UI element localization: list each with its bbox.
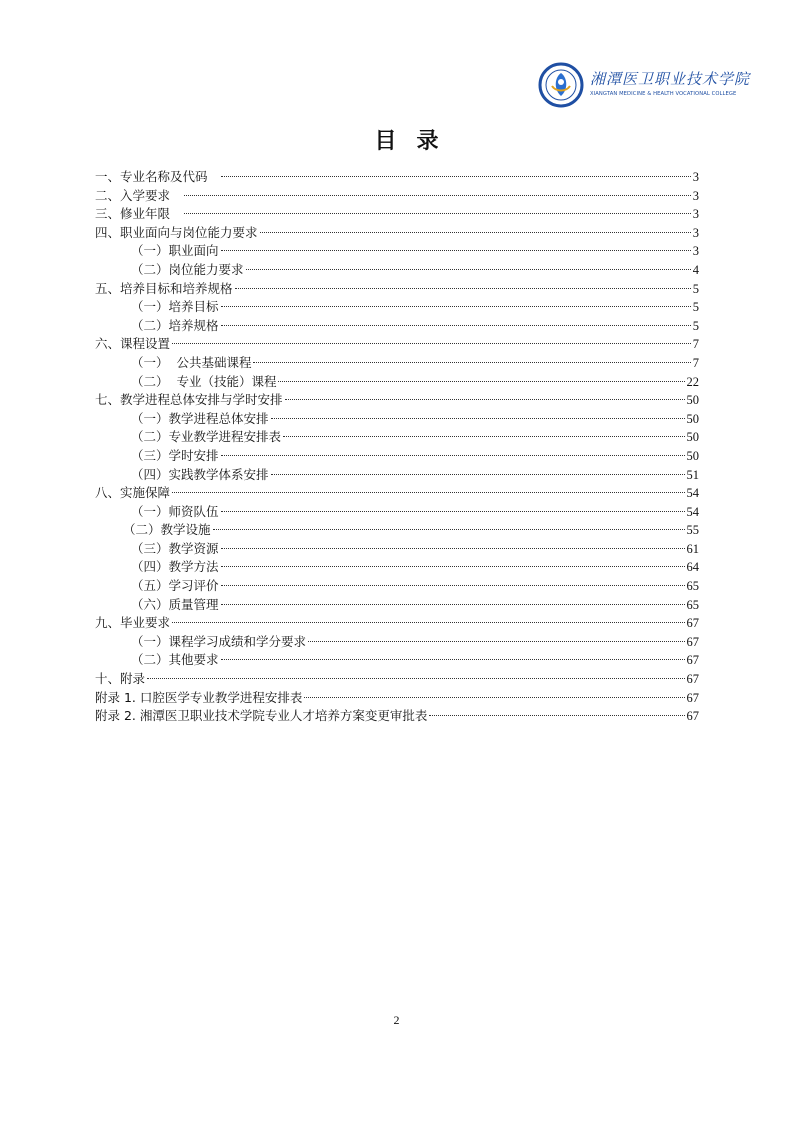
toc-entry-label: （二）培养规格 <box>131 317 219 333</box>
toc-entry-label: （五）学习评价 <box>131 578 219 594</box>
toc-entry-page: 54 <box>686 486 699 501</box>
toc-entry-page: 3 <box>692 170 699 184</box>
toc-dot-leader <box>260 232 691 233</box>
toc-entry-page: 67 <box>686 616 699 631</box>
toc-dot-leader <box>235 288 691 289</box>
toc-dot-leader <box>221 176 690 177</box>
toc-entry[interactable] <box>95 410 699 429</box>
toc-entry-label: （二）岗位能力要求 <box>131 261 244 277</box>
toc-entry-page: 22 <box>686 374 699 389</box>
toc-entry-page: 61 <box>686 541 699 556</box>
toc-entry[interactable] <box>95 558 699 577</box>
toc-entry-page: 7 <box>692 355 699 370</box>
toc-dot-leader <box>429 715 684 716</box>
toc-dot-leader <box>221 455 685 456</box>
toc-entry-page: 67 <box>686 709 699 724</box>
toc-entry[interactable] <box>95 335 699 354</box>
toc-entry-page: 67 <box>686 634 699 649</box>
toc-entry-label: 三、修业年限 <box>95 206 182 222</box>
toc-entry[interactable] <box>95 633 699 652</box>
toc-entry[interactable] <box>95 484 699 503</box>
table-of-contents <box>95 168 699 726</box>
toc-entry-page: 50 <box>686 430 699 445</box>
toc-entry-label: （三）教学资源 <box>131 540 219 556</box>
toc-dot-leader <box>172 492 684 493</box>
toc-entry-page: 51 <box>686 467 699 482</box>
toc-entry-page: 67 <box>686 690 699 705</box>
toc-entry[interactable] <box>95 168 699 187</box>
toc-entry-page: 7 <box>692 337 699 352</box>
toc-dot-leader <box>278 381 684 382</box>
toc-dot-leader <box>184 195 691 196</box>
toc-entry[interactable] <box>95 466 699 485</box>
toc-title: 目录 <box>374 129 459 154</box>
toc-dot-leader <box>221 250 691 251</box>
toc-dot-leader <box>184 213 691 214</box>
toc-dot-leader <box>221 659 685 660</box>
toc-entry[interactable] <box>95 577 699 596</box>
toc-entry-page: 50 <box>686 448 699 463</box>
toc-entry[interactable] <box>95 689 699 708</box>
toc-dot-leader <box>213 529 685 530</box>
toc-entry[interactable] <box>95 707 699 726</box>
toc-entry[interactable] <box>95 540 699 559</box>
college-logo <box>538 62 751 110</box>
toc-entry-label: 八、实施保障 <box>95 485 171 501</box>
toc-entry[interactable] <box>95 205 699 224</box>
toc-entry-label: 五、培养目标和培养规格 <box>95 280 233 296</box>
toc-entry-label: 六、课程设置 <box>95 336 171 352</box>
toc-entry[interactable] <box>95 298 699 317</box>
toc-entry[interactable] <box>95 503 699 522</box>
toc-entry-label: （二）专业教学进程安排表 <box>131 429 282 445</box>
toc-entry-label: （二） 专业（技能）课程 <box>131 373 277 389</box>
toc-entry-page: 54 <box>686 504 699 519</box>
toc-dot-leader <box>147 678 684 679</box>
toc-entry[interactable] <box>95 242 699 261</box>
toc-entry-label: （三）学时安排 <box>131 447 219 463</box>
toc-entry-label: （一）培养目标 <box>131 299 219 315</box>
toc-entry[interactable] <box>95 428 699 447</box>
toc-entry-page: 50 <box>686 393 699 408</box>
toc-entry-page: 65 <box>686 579 699 594</box>
toc-entry-label: （一） 公共基础课程 <box>131 354 252 370</box>
toc-entry-page: 67 <box>686 653 699 668</box>
toc-entry[interactable] <box>95 596 699 615</box>
toc-entry[interactable] <box>95 224 699 243</box>
toc-entry-page: 5 <box>692 300 699 315</box>
toc-entry-page: 4 <box>692 262 699 277</box>
toc-dot-leader <box>221 306 691 307</box>
page-number: 2 <box>393 1013 400 1027</box>
toc-entry-label: （一）职业面向 <box>131 243 219 259</box>
toc-entry[interactable] <box>95 391 699 410</box>
toc-entry-page: 5 <box>692 318 699 333</box>
logo-english-name: XIANGTAN MEDICINE & HEALTH VOCATIONAL COLLEGE <box>590 91 737 97</box>
toc-dot-leader <box>221 511 685 512</box>
toc-entry[interactable] <box>95 373 699 392</box>
toc-dot-leader <box>246 269 691 270</box>
logo-chinese-name: 湘潭医卫职业技术学院 <box>590 70 751 88</box>
toc-dot-leader <box>172 343 691 344</box>
toc-entry-label: （一）教学进程总体安排 <box>131 410 269 426</box>
toc-entry-page: 3 <box>692 225 699 240</box>
toc-entry-label: （六）质量管理 <box>131 596 219 612</box>
toc-dot-leader <box>221 604 685 605</box>
toc-dot-leader <box>221 585 685 586</box>
toc-entry[interactable] <box>95 187 699 206</box>
toc-dot-leader <box>221 548 685 549</box>
toc-entry-label: 九、毕业要求 <box>95 615 171 631</box>
toc-dot-leader <box>172 622 684 623</box>
toc-entry-label: 四、职业面向与岗位能力要求 <box>95 224 258 240</box>
toc-entry-label: 十、附录 <box>95 671 146 687</box>
toc-entry-page: 3 <box>692 244 699 259</box>
toc-dot-leader <box>221 566 685 567</box>
toc-dot-leader <box>304 697 684 698</box>
toc-entry[interactable] <box>95 670 699 689</box>
toc-entry-label: （二）其他要求 <box>131 652 219 668</box>
toc-entry-label: （一）师资队伍 <box>131 503 219 519</box>
toc-entry-page: 55 <box>686 523 699 538</box>
toc-entry-label: （一）课程学习成绩和学分要求 <box>131 633 307 649</box>
toc-entry-label: 附录 2. 湘潭医卫职业技术学院专业人才培养方案变更审批表 <box>95 708 428 724</box>
toc-entry-label: 七、教学进程总体安排与学时安排 <box>95 392 283 408</box>
toc-entry-label: 一、专业名称及代码 <box>95 169 220 184</box>
toc-entry-label: （四）教学方法 <box>131 559 219 575</box>
toc-entry[interactable] <box>95 651 699 670</box>
toc-entry-label: （二）教学设施 <box>123 522 211 538</box>
toc-entry-page: 3 <box>692 207 699 222</box>
toc-dot-leader <box>253 362 690 363</box>
toc-entry-page: 64 <box>686 560 699 575</box>
toc-entry-page: 67 <box>686 672 699 687</box>
toc-entry-page: 3 <box>692 188 699 203</box>
toc-dot-leader <box>271 474 685 475</box>
toc-dot-leader <box>308 641 684 642</box>
toc-entry[interactable] <box>95 280 699 299</box>
toc-entry-label: 附录 1. 口腔医学专业教学进程安排表 <box>95 689 303 705</box>
college-seal-icon <box>538 62 584 108</box>
toc-entry[interactable] <box>95 614 699 633</box>
toc-entry[interactable] <box>95 261 699 280</box>
toc-entry[interactable] <box>95 521 699 540</box>
toc-entry[interactable] <box>95 354 699 373</box>
toc-entry-label: 二、入学要求 <box>95 187 182 203</box>
toc-dot-leader <box>271 418 685 419</box>
toc-entry[interactable] <box>95 317 699 336</box>
toc-entry-page: 50 <box>686 411 699 426</box>
toc-entry-page: 65 <box>686 597 699 612</box>
toc-dot-leader <box>285 399 685 400</box>
toc-entry[interactable] <box>95 447 699 466</box>
toc-entry-page: 5 <box>692 281 699 296</box>
toc-dot-leader <box>283 436 684 437</box>
toc-dot-leader <box>221 325 691 326</box>
toc-entry-label: （四）实践教学体系安排 <box>131 466 269 482</box>
